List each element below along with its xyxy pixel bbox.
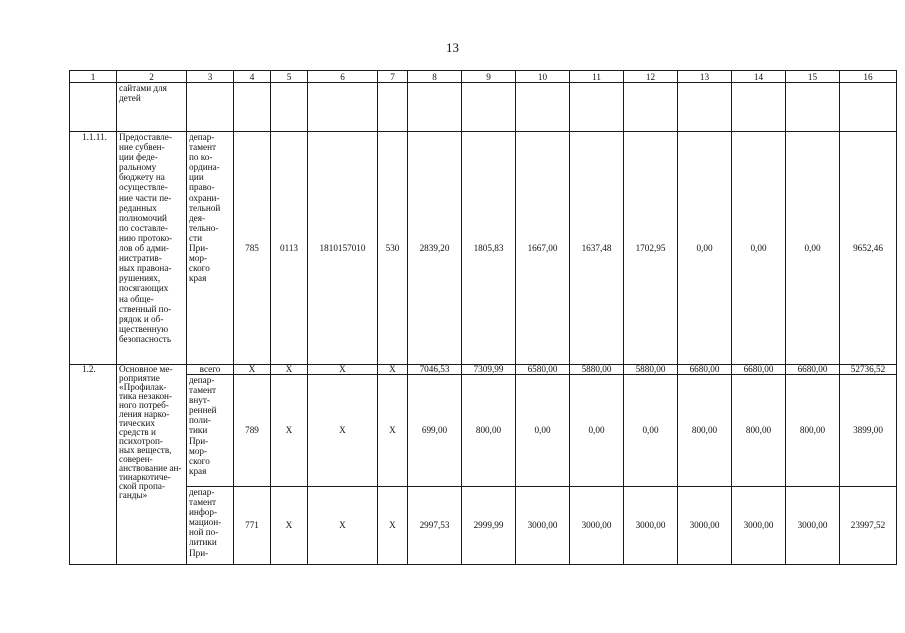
cell-name: Предоставле- ние субвен- ции феде- ральному бюджету на осуществле- ние части пе- реданных полномочий по составле- нию протоко- лов об адми- нистратив- ных правона- рушениях, посягающих на обще- ственный по- рядок и об- щественную безопасность [117, 132, 187, 365]
cell-value: 0,00 [570, 375, 624, 487]
table-row [70, 375, 897, 487]
cell-value: 800,00 [678, 375, 732, 487]
table-row [70, 365, 897, 375]
cell-value [624, 83, 678, 132]
column-header: 3 [187, 71, 234, 83]
cell-value [678, 83, 732, 132]
table-row [70, 83, 897, 132]
column-number-row [70, 71, 897, 83]
cell-value: 7046,53 [408, 365, 462, 375]
cell-executor: всего [187, 365, 234, 375]
column-header: 5 [271, 71, 308, 83]
cell-value: 2999,99 [462, 487, 516, 565]
cell-value [786, 83, 840, 132]
cell-value [732, 83, 786, 132]
cell-value: 3000,00 [786, 487, 840, 565]
cell-executor [187, 83, 234, 132]
column-header: 1 [70, 71, 117, 83]
cell-code [70, 83, 117, 132]
column-header: 9 [462, 71, 516, 83]
cell-value: 52736,52 [840, 365, 897, 375]
cell-value: 2839,20 [408, 132, 462, 365]
cell-value: X [308, 375, 378, 487]
cell-value [840, 83, 897, 132]
cell-value [516, 83, 570, 132]
cell-value [271, 83, 308, 132]
cell-value: 23997,52 [840, 487, 897, 565]
table-row [70, 487, 897, 565]
column-header: 4 [234, 71, 271, 83]
column-header: 6 [308, 71, 378, 83]
cell-value [408, 83, 462, 132]
column-header: 2 [117, 71, 187, 83]
cell-value: 0,00 [516, 375, 570, 487]
cell-value: 0,00 [678, 132, 732, 365]
page-number: 13 [446, 40, 459, 55]
table-body [70, 71, 897, 565]
cell-value: 0113 [271, 132, 308, 365]
cell-value: 789 [234, 375, 271, 487]
column-header: 13 [678, 71, 732, 83]
cell-value: 800,00 [732, 375, 786, 487]
cell-value: 1637,48 [570, 132, 624, 365]
cell-value: 0,00 [786, 132, 840, 365]
cell-value: 9652,46 [840, 132, 897, 365]
program-budget-table [69, 70, 897, 565]
column-header: 12 [624, 71, 678, 83]
cell-value: 785 [234, 132, 271, 365]
cell-value: 2997,53 [408, 487, 462, 565]
cell-value: 3000,00 [516, 487, 570, 565]
cell-value: 5880,00 [570, 365, 624, 375]
cell-executor: депар- тамент внут- ренней поли- тики При- мор- ского края [187, 375, 234, 487]
cell-value: X [378, 375, 408, 487]
cell-value: 1702,95 [624, 132, 678, 365]
cell-value [462, 83, 516, 132]
cell-value: 1805,83 [462, 132, 516, 365]
column-header: 10 [516, 71, 570, 83]
table-row [70, 132, 897, 365]
cell-value: 3000,00 [624, 487, 678, 565]
cell-executor: депар- тамент инфор- мацион- ной по- литики При- [187, 487, 234, 565]
column-header: 14 [732, 71, 786, 83]
cell-value: 6580,00 [516, 365, 570, 375]
cell-value [570, 83, 624, 132]
cell-value: 1810157010 [308, 132, 378, 365]
cell-value: X [271, 375, 308, 487]
cell-code: 1.1.11. [70, 132, 117, 365]
column-header: 8 [408, 71, 462, 83]
cell-value: 6680,00 [732, 365, 786, 375]
cell-value: 0,00 [624, 375, 678, 487]
cell-value: 800,00 [462, 375, 516, 487]
cell-code: 1.2. [70, 365, 117, 565]
column-header: 11 [570, 71, 624, 83]
column-header: 16 [840, 71, 897, 83]
cell-value [308, 83, 378, 132]
cell-value: 1667,00 [516, 132, 570, 365]
cell-executor: депар- тамент по ко- ордина- ции право- охрани- тельной дея- тельно- сти При- мор- ского края [187, 132, 234, 365]
column-header: 15 [786, 71, 840, 83]
cell-value: 3000,00 [570, 487, 624, 565]
cell-name: сайтами для детей [117, 83, 187, 132]
cell-value: 699,00 [408, 375, 462, 487]
cell-value: X [308, 487, 378, 565]
column-header: 7 [378, 71, 408, 83]
cell-value: 7309,99 [462, 365, 516, 375]
cell-value: X [378, 487, 408, 565]
cell-value: X [308, 365, 378, 375]
cell-value: 0,00 [732, 132, 786, 365]
cell-value [234, 83, 271, 132]
cell-value: 6680,00 [786, 365, 840, 375]
cell-value: X [271, 487, 308, 565]
cell-name: Основное ме- роприятие «Профилак- тика незакон- ного потреб- ления нарко- тических средств и психотроп- ных веществ, соверен- анствование ан- тинаркотиче- ской пропа- ганды» [117, 365, 187, 565]
cell-value: X [378, 365, 408, 375]
cell-value: 771 [234, 487, 271, 565]
cell-value: 6680,00 [678, 365, 732, 375]
cell-value: 3000,00 [678, 487, 732, 565]
cell-value: 5880,00 [624, 365, 678, 375]
cell-value: 530 [378, 132, 408, 365]
cell-value: 800,00 [786, 375, 840, 487]
cell-value: 3899,00 [840, 375, 897, 487]
cell-value: 3000,00 [732, 487, 786, 565]
cell-value: X [234, 365, 271, 375]
cell-value: X [271, 365, 308, 375]
cell-value [378, 83, 408, 132]
